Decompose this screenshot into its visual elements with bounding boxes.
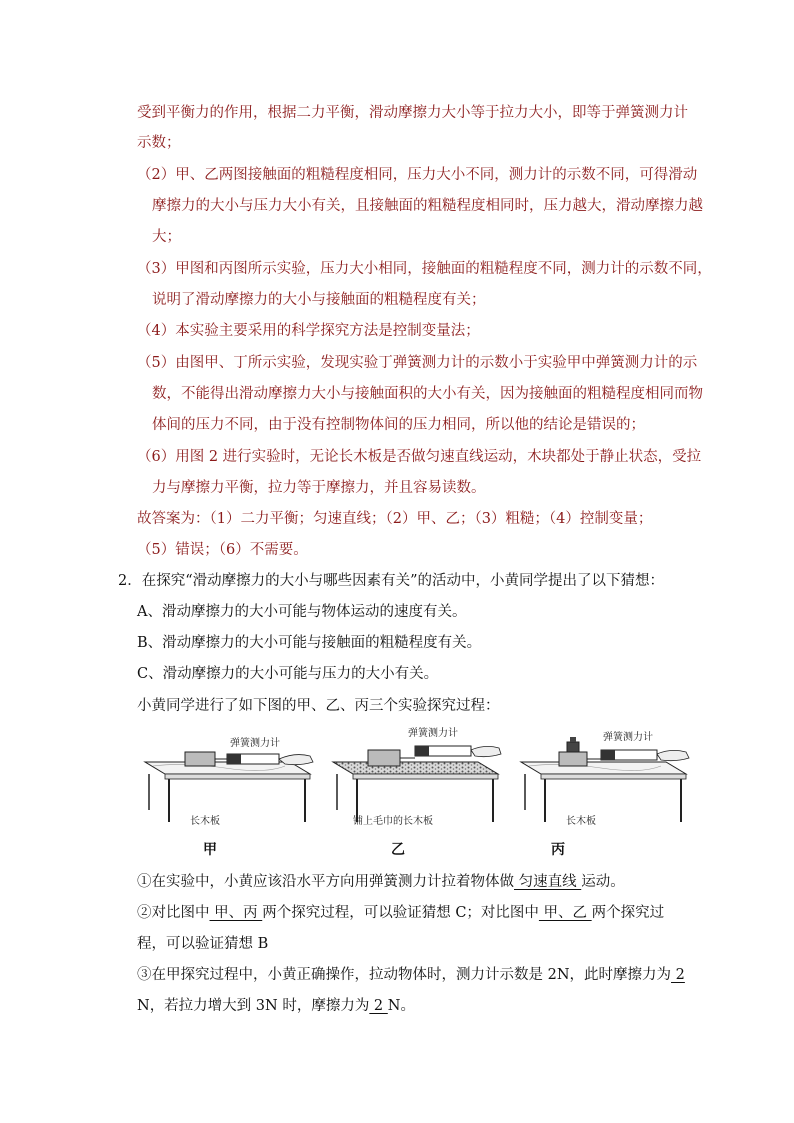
panel-bing xyxy=(521,730,689,858)
panel-label-jia: 甲 xyxy=(203,842,217,858)
answer-summary-line-1: 故答案为：（1）二力平衡；匀速直线；（2）甲、乙；（3）粗糙；（4）控制变量； xyxy=(137,511,653,527)
spring-scale-label: 弹簧测力计 xyxy=(603,732,653,743)
answer-3-blank-2: 2 xyxy=(369,998,388,1014)
answer-2-text-mid: 两个探究过程，可以验证猜想 C；对比图中 xyxy=(262,905,539,921)
panel-yi xyxy=(333,726,501,858)
question-2-stem: 2．在探究“滑动摩擦力的大小与哪些因素有关”的活动中，小黄同学提出了以下猜想： xyxy=(118,573,665,589)
answer-summary-line-2: （5）错误；（6）不需要。 xyxy=(137,542,308,558)
spring-scale-label: 弹簧测力计 xyxy=(408,728,458,739)
hand xyxy=(471,746,501,756)
hand xyxy=(657,750,689,760)
board-label: 长木板 xyxy=(190,816,220,827)
guess-b: B、滑动摩擦力的大小可能与接触面的粗糙程度有关。 xyxy=(137,635,482,651)
board-label: 铺上毛巾的长木板 xyxy=(353,816,433,827)
answer-2-text: ②对比图中 xyxy=(137,905,210,921)
experiment-intro: 小黄同学进行了如下图的甲、乙、丙三个实验探究过程： xyxy=(137,698,500,714)
solution-line-3: （2）甲、乙两图接触面的粗糙程度相同，压力大小不同，测力计的示数不同，可得滑动 xyxy=(137,167,698,183)
wooden-block xyxy=(368,750,400,766)
answer-2-blank-2: 甲、乙 xyxy=(538,905,592,921)
spring-scale-label: 弹簧测力计 xyxy=(230,738,280,749)
guess-a: A、滑动摩擦力的大小可能与物体运动的速度有关。 xyxy=(137,604,467,620)
guess-c: C、滑动摩擦力的大小可能与压力的大小有关。 xyxy=(137,666,439,682)
solution-line-9: （5）由图甲、丁所示实验，发现实验丁弹簧测力计的示数小于实验甲中弹簧测力计的示 xyxy=(137,355,698,371)
hand xyxy=(279,755,313,765)
wooden-block xyxy=(185,752,215,766)
answer-2-text-end: 两个探究过 xyxy=(591,905,665,921)
solution-line-6: （3）甲图和丙图所示实验，压力大小相同，接触面的粗糙程度不同，测力计的示数不同， xyxy=(137,261,712,277)
answer-3-text-2: N，若拉力增大到 3N 时，摩擦力为 xyxy=(137,998,370,1014)
solution-line-7: 说明了滑动摩擦力的大小与接触面的粗糙程度有关； xyxy=(152,292,486,308)
weight xyxy=(567,742,579,752)
answer-3 xyxy=(137,965,685,985)
panel-jia xyxy=(145,736,313,858)
answer-1 xyxy=(137,872,625,892)
board-label: 长木板 xyxy=(566,816,596,827)
wooden-block xyxy=(559,752,587,766)
solution-line-2: 示数； xyxy=(137,135,181,151)
answer-3-blank-1: 2 xyxy=(671,967,685,983)
answer-3-line-2 xyxy=(137,996,415,1016)
panel-label-yi: 乙 xyxy=(391,842,405,858)
answer-3-text-end: N。 xyxy=(387,998,415,1014)
solution-line-13: 力与摩擦力平衡，拉力等于摩擦力，并且容易读数。 xyxy=(152,480,486,496)
answer-1-blank: 匀速直线 xyxy=(514,874,582,890)
solution-line-10: 数，不能得出滑动摩擦力大小与接触面积的大小有关，因为接触面的粗糙程度相同而物 xyxy=(152,386,703,402)
solution-line-12: （6）用图 2 进行实验时，无论长木板是否做匀速直线运动，木块都处于静止状态，受拉 xyxy=(137,449,702,465)
experiment-figure xyxy=(135,722,695,862)
answer-2-blank-1: 甲、丙 xyxy=(209,905,263,921)
answer-3-text: ③在甲探究过程中，小黄正确操作，拉动物体时，测力计示数是 2N，此时摩擦力为 xyxy=(137,967,672,983)
solution-line-4: 摩擦力的大小与压力大小有关，且接触面的粗糙程度相同时，压力越大，滑动摩擦力越 xyxy=(152,198,703,214)
solution-line-11: 体间的压力不同，由于没有控制物体间的压力相同，所以他的结论是错误的； xyxy=(152,417,645,433)
solution-line-8: （4）本实验主要采用的科学探究方法是控制变量法； xyxy=(137,323,480,339)
answer-2 xyxy=(137,903,664,923)
panel-label-bing: 丙 xyxy=(551,842,565,858)
answer-1-text-end: 运动。 xyxy=(581,874,625,890)
answer-2-line-2: 程，可以验证猜想 B xyxy=(137,936,269,952)
answer-1-text: ①在实验中，小黄应该沿水平方向用弹簧测力计拉着物体做 xyxy=(137,874,514,890)
solution-line-5: 大； xyxy=(152,229,181,245)
solution-line-1: 受到平衡力的作用，根据二力平衡，滑动摩擦力大小等于拉力大小，即等于弹簧测力计 xyxy=(137,105,688,121)
